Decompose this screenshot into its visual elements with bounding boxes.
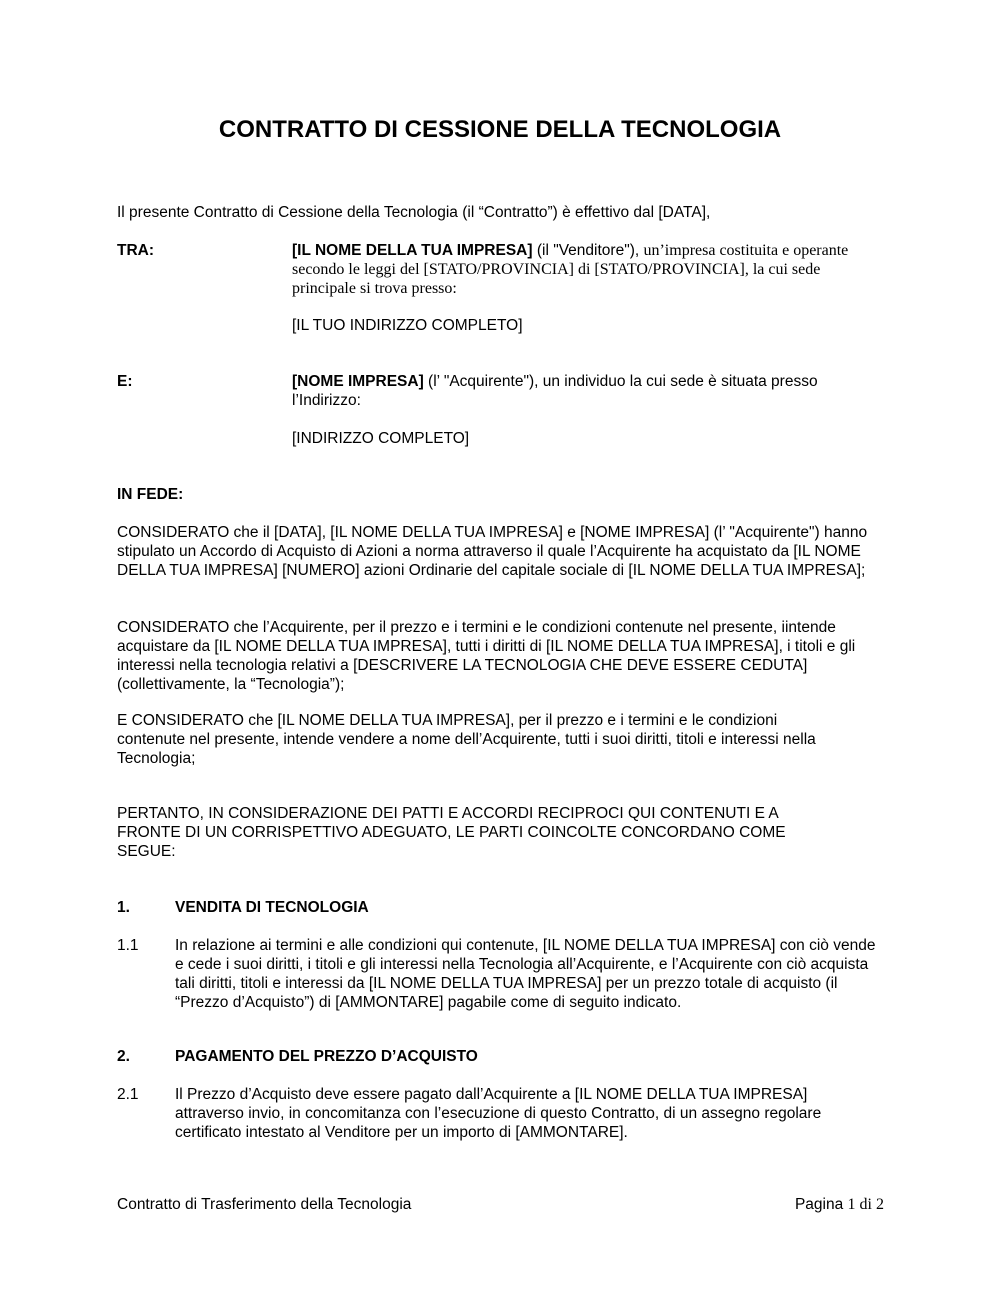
section-number: 1. [117, 899, 130, 916]
footer-title: Contratto di Trasferimento della Tecnologia [117, 1196, 412, 1213]
party-seller-description [292, 241, 887, 298]
clause-text: In relazione ai termini e alle condizioni qui contenute, [IL NOME DELLA TUA IMPRESA] con ciò vende e cede i suoi diritti, i titoli e gli interessi nella Tecnologia all’Acquirente, e l’Acquirente con ciò acquista tali diritti, titoli e interessi da [IL NOME DELLA TUA IMPRESA] per un prezzo totale di acquisto (il “Prezzo d’Acquisto”) di [AMMONTARE] pagabile come di seguito indicato. [175, 937, 876, 1011]
buyer-address: [INDIRIZZO COMPLETO] [292, 430, 470, 447]
party-buyer-description [292, 372, 862, 410]
seller-address: [IL TUO INDIRIZZO COMPLETO] [292, 317, 523, 334]
footer-page-number [795, 1195, 884, 1214]
seller-role: (il "Venditore"), [532, 242, 644, 259]
section-heading: VENDITA DI TECNOLOGIA [175, 899, 369, 916]
page-total: 2 [876, 1196, 884, 1213]
in-fede-heading: IN FEDE: [117, 486, 184, 503]
buyer-name: [NOME IMPRESA] [292, 373, 424, 390]
clause-number: 1.1 [117, 937, 139, 954]
clause-text: Il Prezzo d’Acquisto deve essere pagato dall’Acquirente a [IL NOME DELLA TUA IMPRESA] attraverso invio, in concomitanza con l’esecuzione di questo Contratto, di un assegno regolare certificato intestato al Venditore per un importo di [AMMONTARE]. [175, 1086, 822, 1141]
seller-name: [IL NOME DELLA TUA IMPRESA] [292, 242, 533, 259]
page-label: Pagina [794, 1196, 848, 1213]
recital-paragraph: CONSIDERATO che l’Acquirente, per il prezzo e i termini e le condizioni contenute nel presente, iintende acquistare da [IL NOME DELLA TUA IMPRESA], tutti i diritti di [IL NOME DELLA TUA IMPRESA], i titoli e gli interessi nella tecnologia relativi a [DESCRIVERE LA TECNOLOGIA CHE DEVE ESSERE CEDUTA] (collettivamente, la “Tecnologia”); [117, 619, 856, 693]
clause-number: 2.1 [117, 1086, 139, 1103]
page-of: di [855, 1196, 876, 1213]
seller-details: un’impresa costituita e operante secondo le leggi del [STATO/PROVINCIA] di [STATO/PROVINCIA], la cui sede principale si trova presso: [292, 242, 849, 297]
section-number: 2. [117, 1048, 130, 1065]
recital-paragraph: E CONSIDERATO che [IL NOME DELLA TUA IMPRESA], per il prezzo e i termini e le condizioni contenute nel presente, intende vendere a nome dell’Acquirente, tutti i suoi diritti, titoli e interessi nella Tecnologia; [117, 712, 816, 767]
section-heading: PAGAMENTO DEL PREZZO D’ACQUISTO [175, 1048, 478, 1065]
page-current: 1 [847, 1196, 856, 1213]
recital-paragraph: CONSIDERATO che il [DATA], [IL NOME DELLA TUA IMPRESA] e [NOME IMPRESA] (l’ "Acquirente") hanno stipulato un Accordo di Acquisto di Azioni a norma attraverso il quale l’Acquirente ha acquistato da [IL NOME DELLA TUA IMPRESA] [NUMERO] azioni Ordinarie del capitale sociale di [IL NOME DELLA TUA IMPRESA]; [117, 524, 868, 579]
party-label-tra: TRA: [117, 242, 155, 259]
buyer-details: (l’ "Acquirente"), un individuo la cui sede è situata presso l’Indirizzo: [292, 373, 818, 409]
party-label-e: E: [117, 373, 133, 390]
intro-paragraph: Il presente Contratto di Cessione della Tecnologia (il “Contratto”) è effettivo dal [DATA], [117, 204, 711, 221]
pertanto-paragraph: PERTANTO, IN CONSIDERAZIONE DEI PATTI E ACCORDI RECIPROCI QUI CONTENUTI E A FRONTE DI UN CORRISPETTIVO ADEGUATO, LE PARTI COINCOLTE CONCORDANO COME SEGUE: [117, 805, 786, 860]
document-title: CONTRATTO DI CESSIONE DELLA TECNOLOGIA [218, 116, 782, 143]
